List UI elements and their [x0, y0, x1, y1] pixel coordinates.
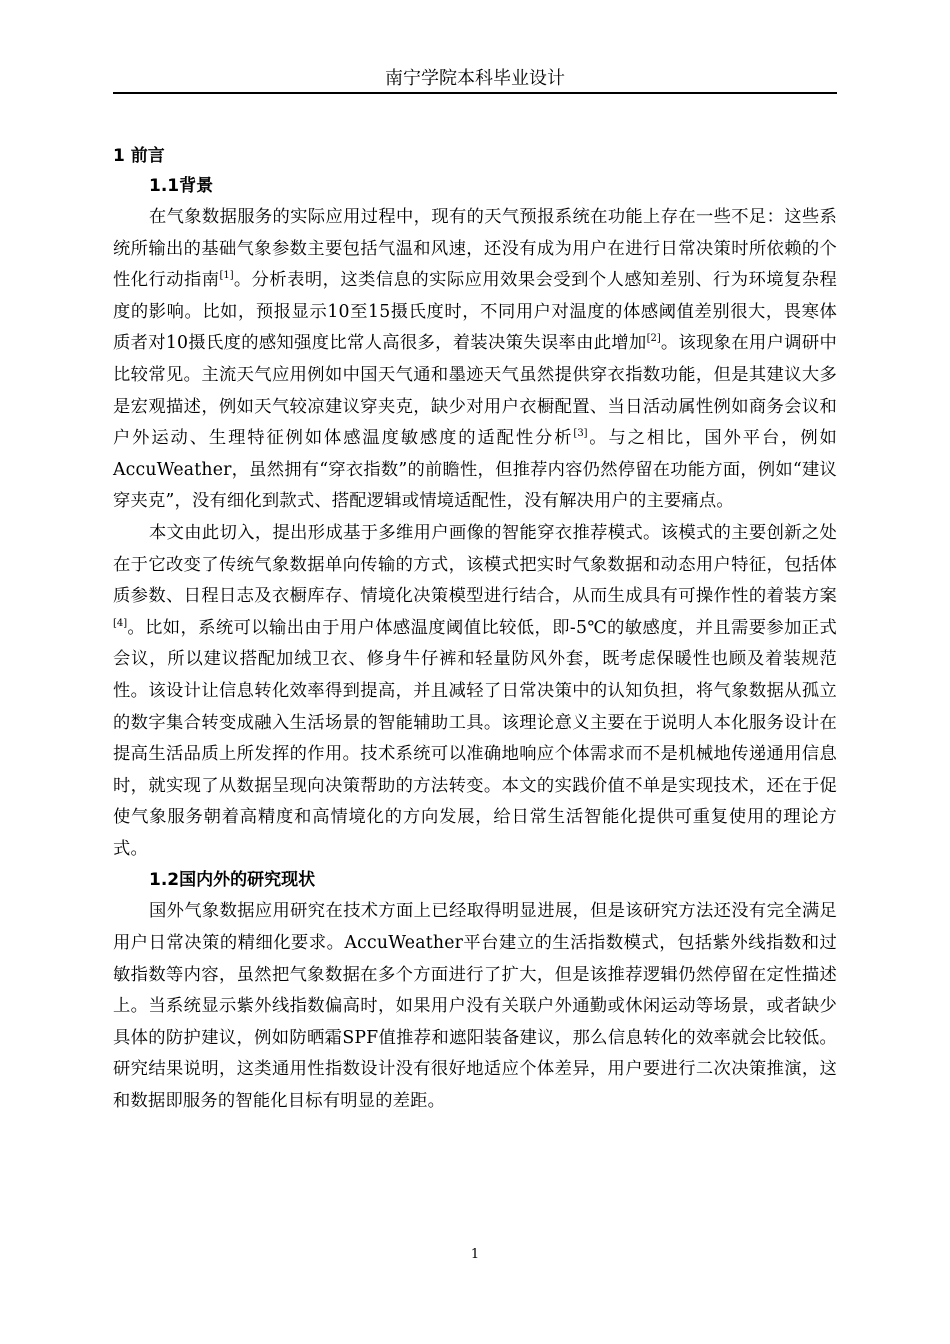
paragraph-text: 。比如，系统可以输出由于用户体感温度阈值比较低，即-5℃的敏感度，并且需要参加正式会议，所以建议搭配加绒卫衣、修身牛仔裤和轻量防风外套，既考虑保暖性也顾及着装规范性。该设计让信息转化效率得到提高，并且减轻了日常决策中的认知负担，将气象数据从孤立的数字集合转变成融入生活场景的智能辅助工具。该理论意义主要在于说明人本化服务设计在提高生活品质上所发挥的作用。技术系统可以准确地响应个体需求而不是机械地传递通用信息时，就实现了从数据呈现向决策帮助的方法转变。本文的实践价值不单是实现技术，还在于促使气象服务朝着高精度和高情境化的方向发展，给日常生活智能化提供可重复使用的理论方式。	[113, 617, 837, 859]
paragraph-text: 。该现象在用户调研中比较常见。主流天气应用例如中国天气通和墨迹天气虽然提供穿衣指数功能，但是其建议大多是宏观描述，例如天气较凉建议穿夹克，缺少对用户衣橱配置、当日活动属性例如商务会议和户外运动、生理特征例如体感温度敏感度的适配性分析	[113, 333, 837, 449]
subsection-heading-background: 1.1背景	[149, 176, 214, 196]
paragraph-research-status-1	[113, 896, 837, 1117]
paragraph-background-2	[113, 518, 837, 866]
citation-ref-3: [3]	[573, 428, 588, 440]
paragraph-text: 国外气象数据应用研究在技术方面上已经取得明显进展，但是该研究方法还没有完全满足用户日常决策的精细化要求。AccuWeather平台建立的生活指数模式，包括紫外线指数和过敏指数等内容，虽然把气象数据在多个方面进行了扩大，但是该推荐逻辑仍然停留在定性描述上。当系统显示紫外线指数偏高时，如果用户没有关联户外通勤或休闲运动等场景，或者缺少具体的防护建议，例如防晒霜SPF值推荐和遮阳装备建议，那么信息转化的效率就会比较低。研究结果说明，这类通用性指数设计没有很好地适应个体差异，用户要进行二次决策推演，这和数据即服务的智能化目标有明显的差距。	[113, 901, 837, 1112]
subsection-heading-research-status: 1.2国内外的研究现状	[149, 870, 316, 891]
page-number: 1	[470, 1247, 480, 1262]
paragraph-text: 在气象数据服务的实际应用过程中，现有的天气预报系统在功能上存在一些不足：这些系统所输出的基础气象参数主要包括气温和风速，还没有成为用户在进行日常决策时所依赖的个性化行动指南	[113, 207, 837, 291]
paragraph-text: 。与之相比，国外平台，例如AccuWeather，虽然拥有“穿衣指数”的前瞻性，但推荐内容仍然停留在功能方面，例如“建议穿夹克”，没有细化到款式、搭配逻辑或情境适配性，没有解决用户的主要痛点。	[113, 428, 837, 512]
paragraph-background-1	[113, 202, 837, 518]
header-rule	[113, 92, 837, 94]
citation-ref-4: [4]	[113, 617, 128, 629]
citation-ref-1: [1]	[219, 270, 234, 282]
paragraph-text: 。分析表明，这类信息的实际应用效果会受到个人感知差别、行为环境复杂程度的影响。比如，预报显示10至15摄氏度时，不同用户对温度的体感阈值差别很大，畏寒体质者对10摄氏度的感知强度比常人高很多，着装决策失误率由此增加	[113, 270, 837, 354]
paragraph-text: 本文由此切入，提出形成基于多维用户画像的智能穿衣推荐模式。该模式的主要创新之处在于它改变了传统气象数据单向传输的方式，该模式把实时气象数据和动态用户特征，包括体质参数、日程日志及衣橱库存、情境化决策模型进行结合，从而生成具有可操作性的着装方案	[113, 522, 837, 607]
page-header-title: 南宁学院本科毕业设计	[385, 68, 565, 89]
citation-ref-2: [2]	[646, 333, 661, 345]
section-heading: 1 前言	[113, 146, 165, 166]
document-body	[113, 141, 837, 1118]
